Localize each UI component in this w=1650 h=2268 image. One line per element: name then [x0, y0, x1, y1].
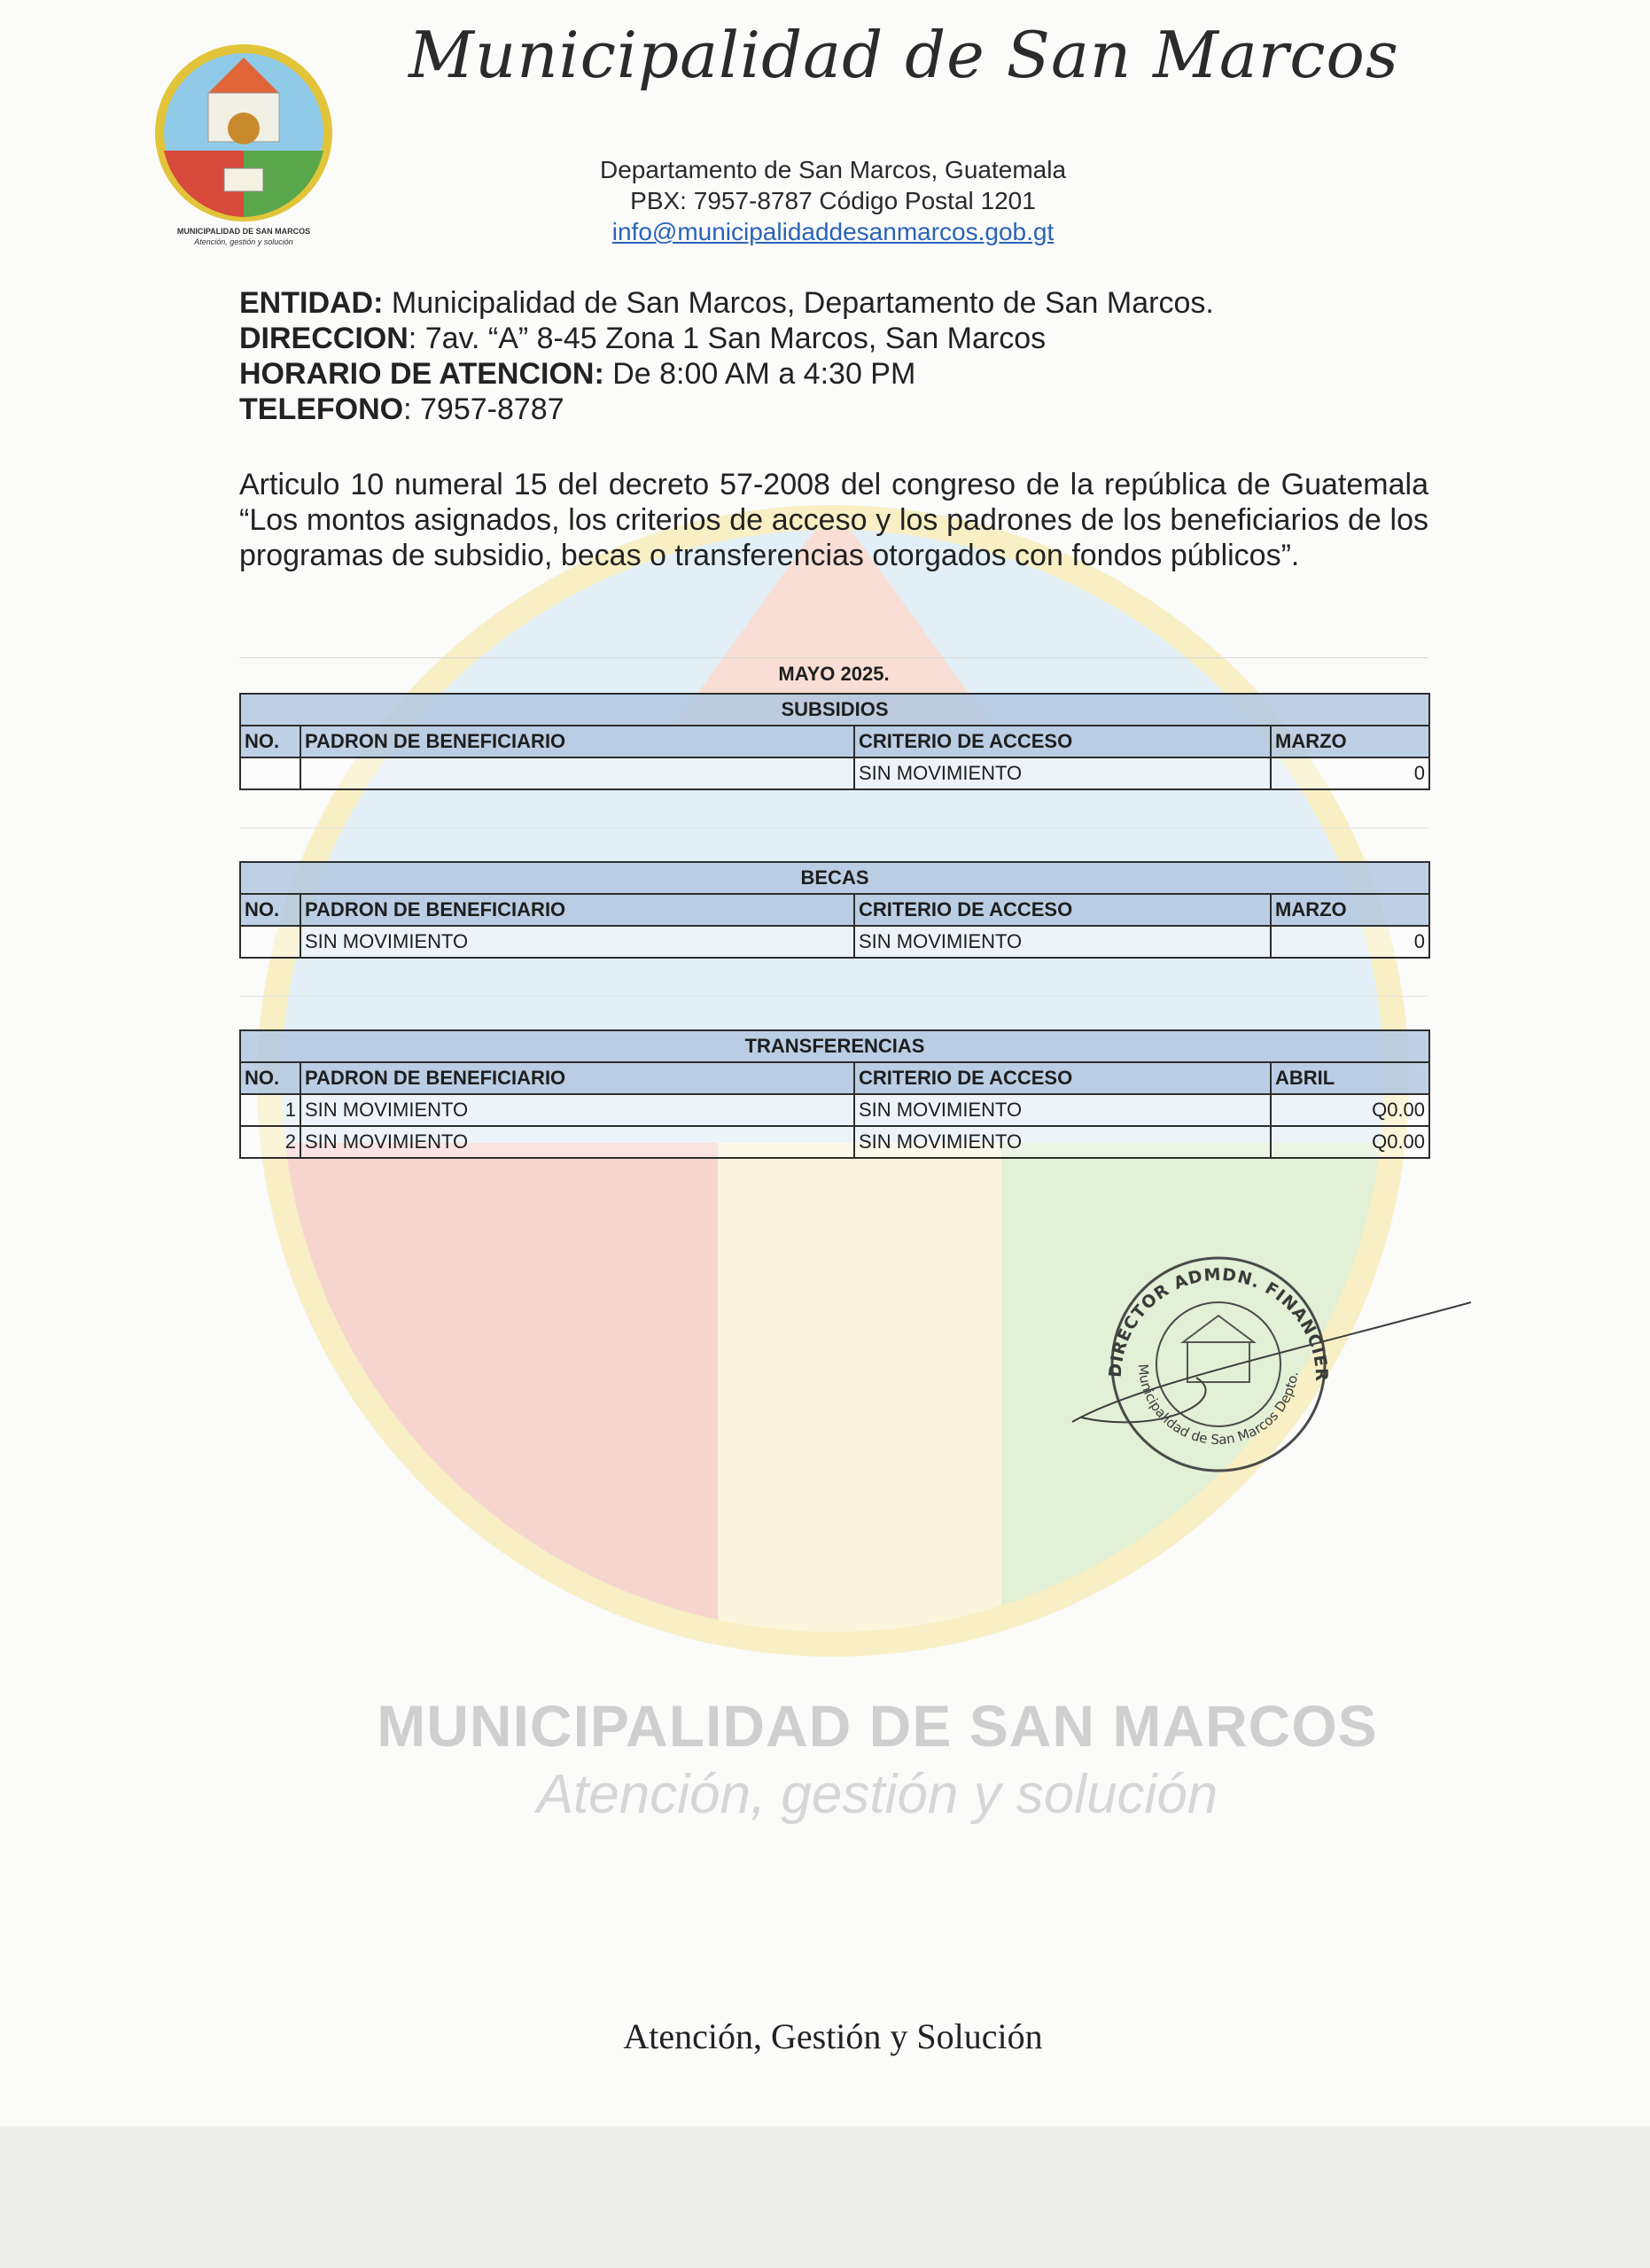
table-cell: SIN MOVIMIENTO: [854, 926, 1271, 958]
column-header: PADRON DE BENEFICIARIO: [300, 894, 854, 926]
entidad-value: Municipalidad de San Marcos, Departamento de San Marcos.: [383, 286, 1214, 320]
telefono-line: [239, 392, 1480, 427]
table-cell: [240, 757, 300, 789]
direccion-value: : 7av. “A” 8-45 Zona 1 San Marcos, San Marcos: [408, 322, 1047, 355]
column-header: NO.: [240, 726, 300, 757]
table-caption: BECAS: [240, 862, 1429, 894]
seal-inner-text: Municipalidad de San Marcos Depto.: [1134, 1363, 1302, 1449]
column-header: PADRON DE BENEFICIARIO: [300, 726, 854, 757]
phone-line: PBX: 7957-8787 Código Postal 1201: [630, 187, 1036, 214]
article-paragraph: Articulo 10 numeral 15 del decreto 57-2008 del congreso de la república de Guatemala “Los montos asignados, los criterios de acceso y los padrones de los beneficiarios de los programas de subsidio, becas o transferencias otorgados con fondos públicos”.: [239, 468, 1428, 572]
telefono-label: TELEFONO: [239, 392, 404, 426]
table-caption: TRANSFERENCIAS: [240, 1030, 1429, 1062]
telefono-value: : 7957-8787: [403, 392, 564, 426]
row-separator: [239, 996, 1428, 997]
table-cell: [240, 926, 300, 958]
column-header: ABRIL: [1271, 1062, 1429, 1094]
table-cell: 2: [240, 1126, 300, 1158]
column-header: CRITERIO DE ACCESO: [854, 894, 1271, 926]
table-row: [240, 757, 1429, 789]
logo-caption-name: MUNICIPALIDAD DE SAN MARCOS: [176, 227, 311, 236]
table-row: [240, 1094, 1429, 1126]
table-cell: SIN MOVIMIENTO: [854, 1126, 1271, 1158]
official-seal-stamp: [1055, 1231, 1498, 1497]
table-cell: [300, 757, 854, 789]
row-separator: [239, 827, 1428, 828]
table-cell: 0: [1271, 926, 1429, 958]
column-header: PADRON DE BENEFICIARIO: [300, 1062, 854, 1094]
address-line: Departamento de San Marcos, Guatemala: [599, 156, 1067, 183]
column-header: CRITERIO DE ACCESO: [854, 726, 1271, 757]
direccion-label: DIRECCION: [239, 322, 409, 355]
table-cell: 0: [1271, 757, 1429, 789]
watermark-motto: Atención, gestión y solución: [536, 1764, 1218, 1825]
subsidios-table: [239, 693, 1430, 790]
table-cell: SIN MOVIMIENTO: [854, 757, 1271, 789]
table-row: [240, 1126, 1429, 1158]
table-cell: Q0.00: [1271, 1126, 1429, 1158]
table-cell: SIN MOVIMIENTO: [300, 1094, 854, 1126]
page-title: Municipalidad de San Marcos: [409, 18, 1399, 92]
table-cell: 1: [240, 1094, 300, 1126]
entidad-line: [239, 285, 1480, 321]
column-header: NO.: [240, 1062, 300, 1094]
table-caption: SUBSIDIOS: [240, 694, 1429, 726]
watermark-name: MUNICIPALIDAD DE SAN MARCOS: [377, 1693, 1378, 1759]
period-label: MAYO 2025.: [239, 657, 1428, 688]
table-cell: SIN MOVIMIENTO: [854, 1094, 1271, 1126]
table-row: [240, 926, 1429, 958]
column-header: NO.: [240, 894, 300, 926]
seal-outer-text: DIRECTOR ADMDN. FINANCIER: [1105, 1264, 1332, 1383]
entity-info: [239, 285, 1480, 427]
email-link[interactable]: info@municipalidaddesanmarcos.gob.gt: [611, 218, 1055, 245]
table-cell: SIN MOVIMIENTO: [300, 926, 854, 958]
svg-text:DIRECTOR ADMDN. FINANCIERA INT: [1055, 1231, 1331, 1382]
column-header: MARZO: [1271, 726, 1429, 757]
email-line: [496, 218, 1170, 246]
logo-caption-motto: Atención, gestión y solución: [194, 237, 293, 246]
entidad-label: ENTIDAD:: [239, 286, 384, 320]
becas-table: [239, 861, 1430, 959]
svg-text:Municipalidad de San Marcos De: [1055, 1231, 1302, 1448]
table-cell: SIN MOVIMIENTO: [300, 1126, 854, 1158]
table-cell: Q0.00: [1271, 1094, 1429, 1126]
transferencias-table: [239, 1029, 1430, 1159]
horario-line: [239, 356, 1480, 392]
column-header: CRITERIO DE ACCESO: [854, 1062, 1271, 1094]
footer-motto: Atención, Gestión y Solución: [623, 2016, 1043, 2056]
column-header: MARZO: [1271, 894, 1429, 926]
horario-value: De 8:00 AM a 4:30 PM: [603, 357, 916, 391]
municipality-logo: [146, 35, 341, 248]
horario-label: HORARIO DE ATENCION:: [239, 357, 604, 391]
direccion-line: [239, 321, 1480, 356]
scan-margin: [0, 2126, 1650, 2268]
